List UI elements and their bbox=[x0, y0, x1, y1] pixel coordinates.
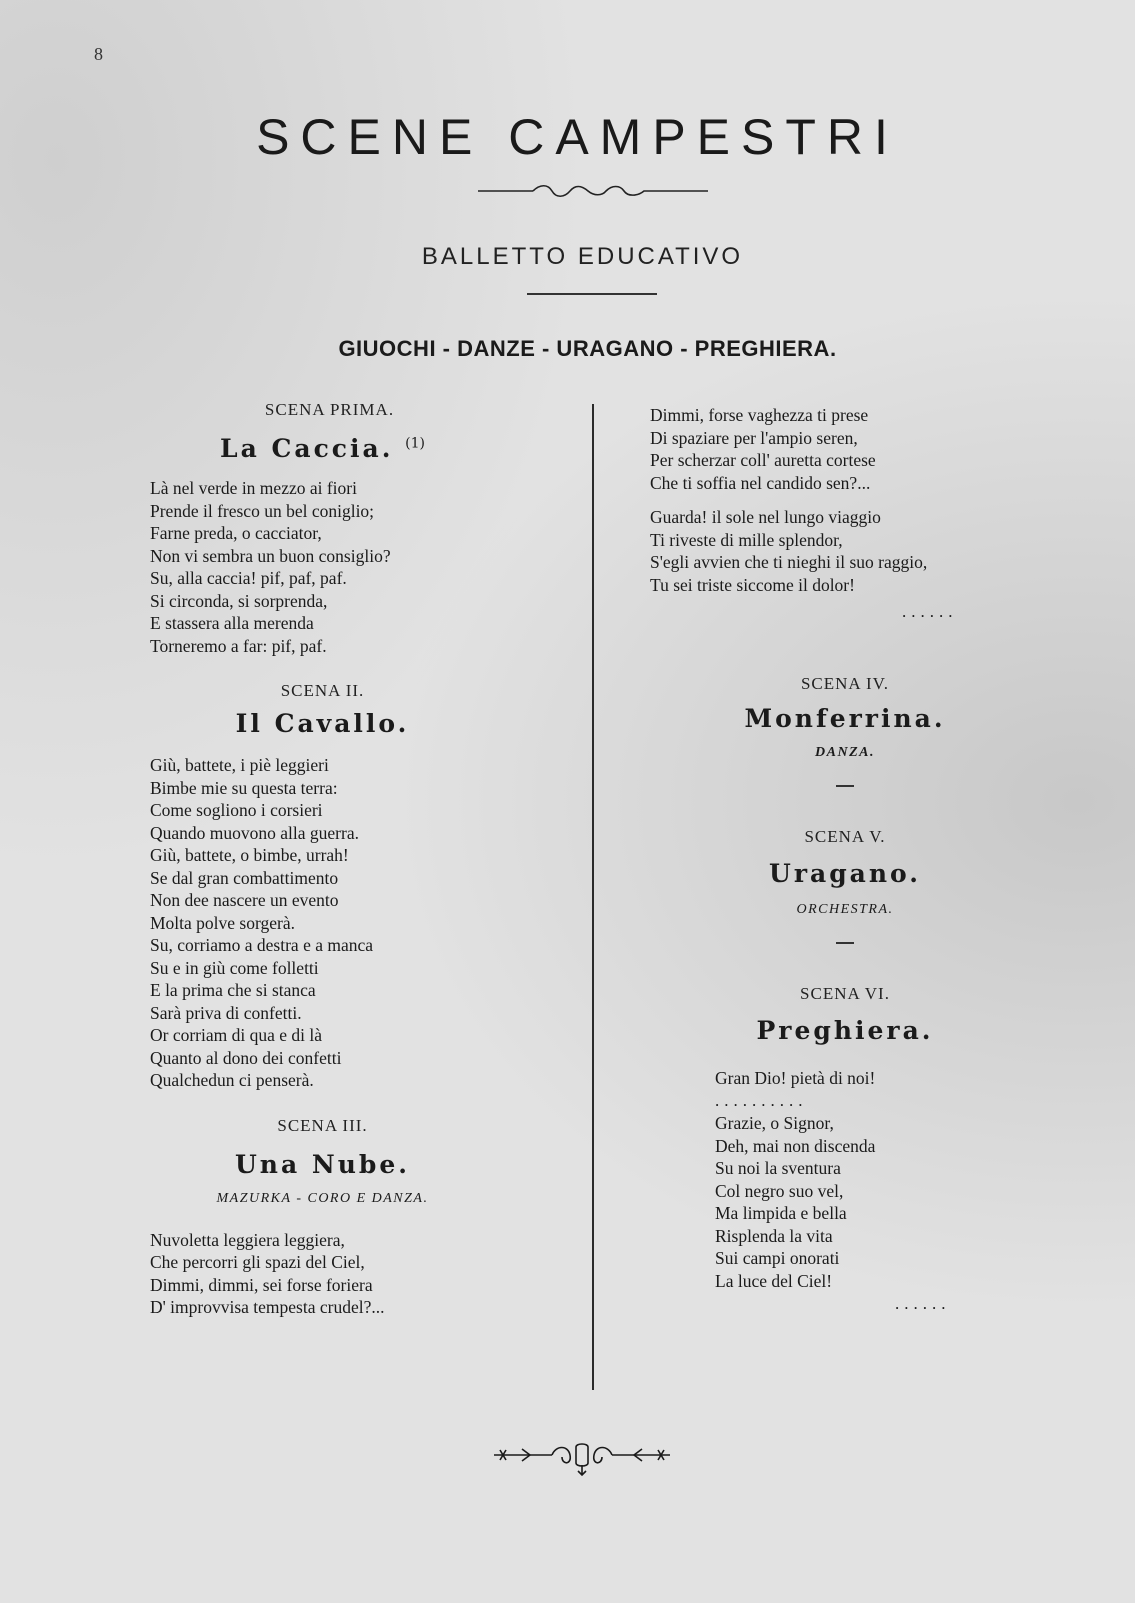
verse-line: Su e in giù come folletti bbox=[150, 957, 319, 978]
scene-3-title: Una Nube. bbox=[235, 1149, 410, 1179]
scene-6-title: Preghiera. bbox=[756, 1016, 934, 1045]
verse-line: E stassera alla merenda bbox=[150, 613, 314, 633]
verse-line: D' improvvisa tempesta crudel?... bbox=[150, 1297, 385, 1317]
verse-line: Dimmi, dimmi, sei forse foriera bbox=[150, 1274, 373, 1295]
verse-line: Torneremo a far: pif, paf. bbox=[150, 635, 327, 656]
verse-line: Bimbe mie su questa terra: bbox=[150, 777, 338, 798]
page-title: SCENE CAMPESTRI bbox=[256, 109, 899, 165]
scene-5-title: Uragano. bbox=[769, 859, 921, 888]
verse-line: Quanto al dono dei confetti bbox=[150, 1047, 342, 1068]
verse-line: Gran Dio! pietà di noi! bbox=[715, 1068, 876, 1088]
column-divider bbox=[592, 404, 594, 1390]
verse-line: Si circonda, si sorprenda, bbox=[150, 590, 328, 611]
scene-6-label: SCENA VI. bbox=[800, 984, 890, 1003]
verse-line: Là nel verde in mezzo ai fiori bbox=[150, 478, 357, 498]
scene-3-subtitle: MAZURKA - CORO E DANZA. bbox=[216, 1190, 429, 1206]
verse-line: Dimmi, forse vaghezza ti prese bbox=[650, 405, 869, 425]
scene-3-continued-stanza-2 bbox=[650, 506, 1070, 596]
verse-line: Giù, battete, i piè leggieri bbox=[150, 755, 329, 775]
verse-line: Or corriam di qua e di là bbox=[150, 1025, 323, 1045]
verse-line: Su, alla caccia! pif, paf, paf. bbox=[150, 568, 347, 588]
ellipsis-dots: ...... bbox=[895, 1294, 951, 1313]
verse-line: Guarda! il sole nel lungo viaggio bbox=[650, 507, 881, 527]
scene-3-label: SCENA III. bbox=[277, 1115, 368, 1135]
scene-2-verse bbox=[150, 754, 495, 1092]
verse-line: Qualchedun ci penserà. bbox=[150, 1070, 314, 1090]
verse-line: E la prima che si stanca bbox=[150, 980, 316, 1000]
verse-line: Grazie, o Signor, bbox=[715, 1113, 834, 1133]
verse-line: Che percorri gli spazi del Ciel, bbox=[150, 1252, 365, 1272]
verse-line: Nuvoletta leggiera leggiera, bbox=[150, 1229, 345, 1250]
page-number: 8 bbox=[94, 44, 103, 64]
scene-6-verse bbox=[715, 1112, 1070, 1292]
verse-line: Tu sei triste siccome il dolor! bbox=[650, 574, 855, 595]
verse-line: Per scherzar coll' auretta cortese bbox=[650, 450, 876, 470]
scene-4-subtitle: DANZA. bbox=[815, 745, 875, 760]
scene-5-subtitle: ORCHESTRA. bbox=[796, 902, 894, 917]
verse-line: Di spaziare per l'ampio seren, bbox=[650, 427, 858, 448]
scene-separator bbox=[836, 785, 854, 787]
right-column bbox=[650, 404, 1070, 1314]
scene-2-label: SCENA II. bbox=[280, 681, 365, 700]
scene-2-title: Il Cavallo. bbox=[235, 709, 410, 738]
verse-line: Deh, mai non discenda bbox=[715, 1135, 876, 1156]
verse-line: La luce del Ciel! bbox=[715, 1270, 833, 1291]
verse-line: Risplenda la vita bbox=[715, 1225, 833, 1246]
scene-1-verse bbox=[150, 477, 495, 657]
left-column bbox=[150, 400, 495, 1319]
end-ornament bbox=[492, 1441, 672, 1477]
verse-line: Giù, battete, o bimbe, urrah! bbox=[150, 845, 349, 865]
title-flourish bbox=[478, 184, 708, 198]
scene-separator bbox=[836, 942, 854, 944]
verse-line: S'egli avvien che ti nieghi il suo raggio, bbox=[650, 552, 928, 572]
verse-line: Ti riveste di mille splendor, bbox=[650, 529, 843, 550]
subtitle-rule bbox=[527, 293, 657, 295]
scene-1-title bbox=[150, 434, 495, 463]
verse-line: Sui campi onorati bbox=[715, 1248, 840, 1268]
verse-line: Quando muovono alla guerra. bbox=[150, 822, 359, 843]
verse-line: Ma limpida e bella bbox=[715, 1203, 847, 1223]
verse-line: Col negro suo vel, bbox=[715, 1180, 844, 1201]
verse-line: Molta polve sorgerà. bbox=[150, 912, 295, 933]
verse-line: Su noi la sventura bbox=[715, 1158, 841, 1178]
scene-1-label: SCENA PRIMA. bbox=[264, 400, 395, 419]
scene-1-title-text: La Caccia. bbox=[220, 434, 394, 463]
scene-4-label: SCENA IV. bbox=[800, 674, 890, 693]
footnote-mark: (1) bbox=[405, 435, 425, 452]
verse-line: Che ti soffia nel candido sen?... bbox=[650, 472, 871, 493]
verse-line: Su, corriamo a destra e a manca bbox=[150, 935, 374, 955]
section-heading: GIUOCHI - DANZE - URAGANO - PREGHIERA. bbox=[338, 336, 837, 361]
page-subtitle: BALLETTO EDUCATIVO bbox=[421, 243, 744, 270]
verse-line: Non dee nascere un evento bbox=[150, 890, 339, 910]
verse-line: Sarà priva di confetti. bbox=[150, 1002, 302, 1023]
scene-6-opening bbox=[715, 1067, 1070, 1112]
scene-5-label: SCENA V. bbox=[804, 827, 886, 846]
ellipsis-dots: .......... bbox=[715, 1090, 808, 1110]
verse-line: Non vi sembra un buon consiglio? bbox=[150, 545, 391, 566]
verse-line: Farne preda, o cacciator, bbox=[150, 523, 322, 543]
verse-line: Come sogliono i corsieri bbox=[150, 800, 323, 820]
ellipsis-dots: ...... bbox=[902, 602, 958, 621]
scene-4-title: Monferrina. bbox=[744, 704, 946, 733]
verse-line: Se dal gran combattimento bbox=[150, 867, 339, 888]
scene-3-verse bbox=[150, 1229, 495, 1319]
verse-line: Prende il fresco un bel coniglio; bbox=[150, 500, 375, 521]
scene-3-continued-stanza-1 bbox=[650, 404, 1070, 494]
